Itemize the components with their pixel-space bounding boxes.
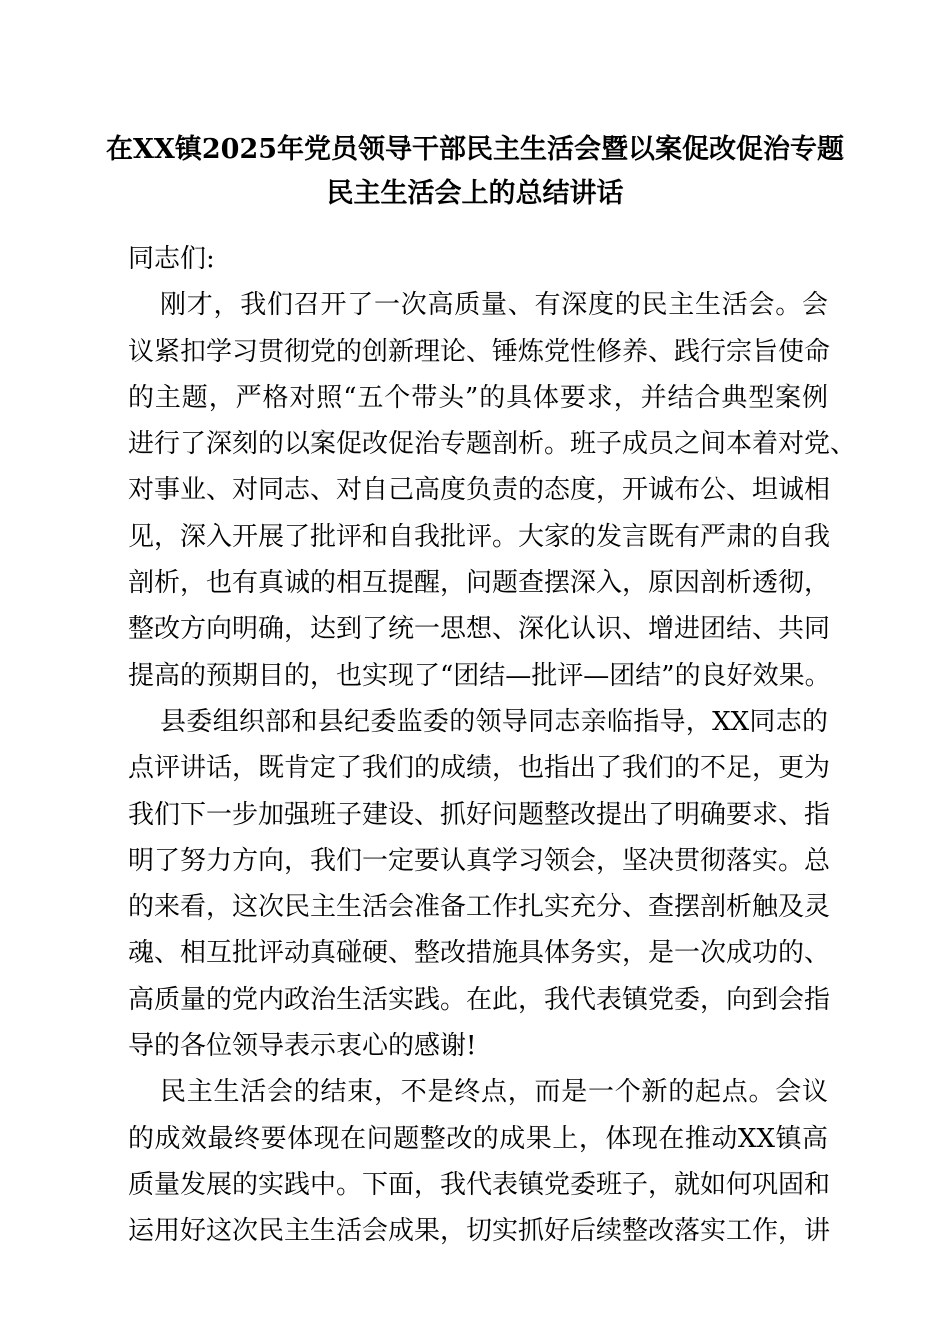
paragraph-line: 剖析，也有真诚的相互提醒，问题查摆深入，原因剖析透彻， — [128, 568, 831, 599]
paragraph-line: 提高的预期目的，也实现了“团结—批评—团结”的良好效果。 — [128, 660, 831, 691]
paragraph-line: 点评讲话，既肯定了我们的成绩，也指出了我们的不足，更为 — [128, 753, 831, 784]
title-line-1: 在XX镇2025年党员领导干部民主生活会暨以案促改促治专题 — [105, 134, 845, 165]
paragraph-line: 运用好这次民主生活会成果，切实抓好后续整改落实工作，讲 — [128, 1216, 831, 1247]
paragraph-line: 县委组织部和县纪委监委的领导同志亲临指导，XX同志的 — [160, 706, 828, 737]
paragraph-line: 民主生活会的结束，不是终点，而是一个新的起点。会议 — [160, 1077, 828, 1108]
paragraph-line: 高质量的党内政治生活实践。在此，我代表镇党委，向到会指 — [128, 984, 831, 1015]
paragraph-1 — [128, 282, 857, 699]
paragraph-2 — [128, 699, 831, 1069]
paragraph-line: 明了努力方向，我们一定要认真学习领会，坚决贯彻落实。总 — [128, 845, 831, 876]
paragraph-line: 魂、相互批评动真碰硬、整改措施具体务实，是一次成功的、 — [128, 938, 831, 969]
paragraph-line: 刚才，我们召开了一次高质量、有深度的民主生活会。会 — [160, 290, 828, 321]
paragraph-line: 进行了深刻的以案促改促治专题剖析。班子成员之间本着对党、 — [128, 429, 857, 460]
paragraph-3 — [128, 1069, 831, 1254]
document-title — [0, 128, 950, 216]
paragraph-line: 的来看，这次民主生活会准备工作扎实充分、查摆剖析触及灵 — [128, 892, 831, 923]
salutation: 同志们: — [128, 244, 215, 274]
paragraph-line: 我们下一步加强班子建设、抓好问题整改提出了明确要求、指 — [128, 799, 831, 830]
paragraph-line: 的成效最终要体现在问题整改的成果上，体现在推动XX镇高 — [128, 1123, 828, 1154]
paragraph-line: 议紧扣学习贯彻党的创新理论、锤炼党性修养、践行宗旨使命 — [128, 336, 831, 367]
paragraph-line: 的主题，严格对照“五个带头”的具体要求，并结合典型案例 — [128, 382, 828, 413]
paragraph-line: 对事业、对同志、对自己高度负责的态度，开诚布公、坦诚相 — [128, 475, 831, 506]
title-line-2: 民主生活会上的总结讲话 — [326, 178, 624, 209]
paragraph-line: 见，深入开展了批评和自我批评。大家的发言既有严肃的自我 — [128, 521, 831, 552]
document-body — [128, 236, 857, 1255]
paragraph-line: 整改方向明确，达到了统一思想、深化认识、增进团结、共同 — [128, 614, 831, 645]
paragraph-line: 导的各位领导表示衷心的感谢! — [128, 1031, 477, 1062]
paragraph-line: 质量发展的实践中。下面，我代表镇党委班子，就如何巩固和 — [128, 1169, 831, 1200]
